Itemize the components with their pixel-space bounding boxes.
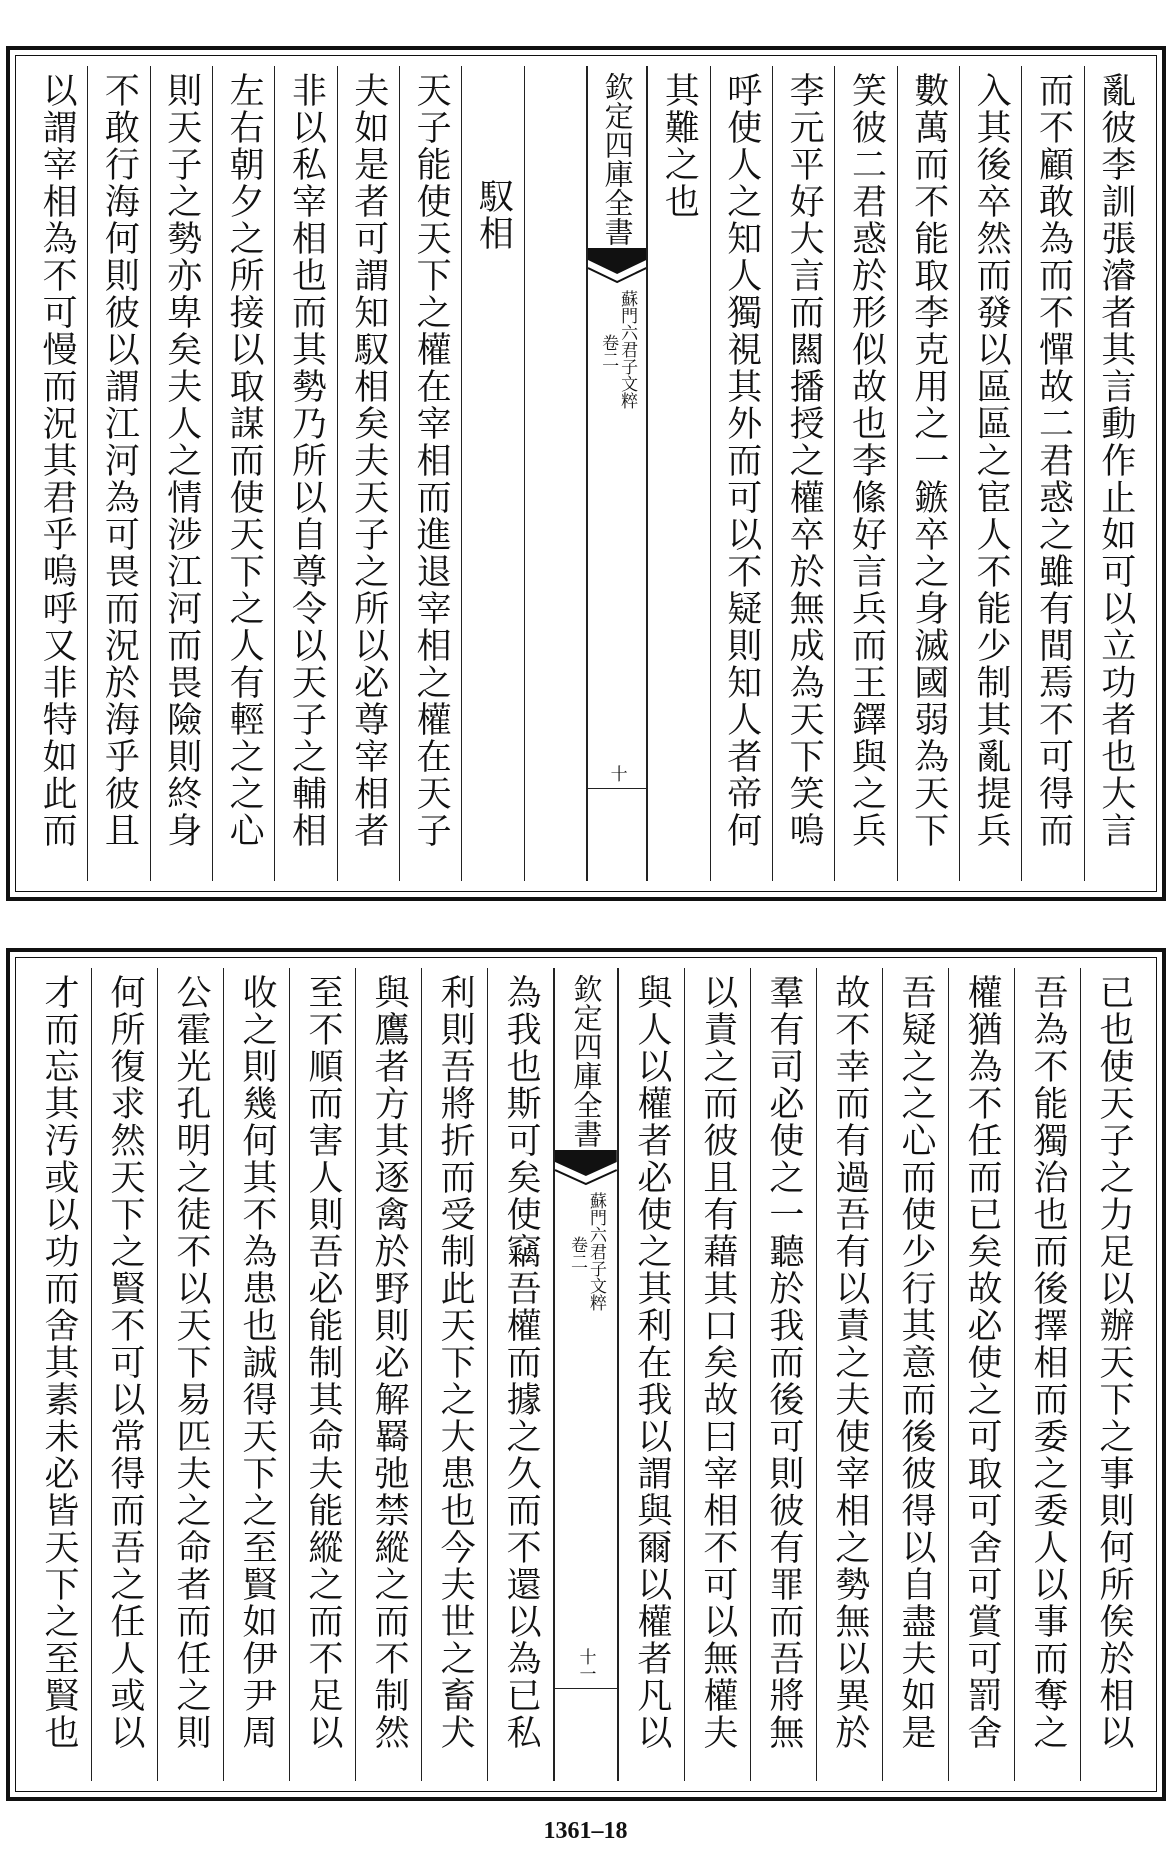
text-column [87,66,149,881]
juan-label: 卷二 [598,334,619,368]
bottom-page-panel [6,948,1166,1801]
text-column [897,66,959,881]
column-text: 呼使人之知人獨視其外而可以不疑則知人者帝何 [721,72,762,849]
text-column [91,968,157,1781]
text-column [1014,968,1080,1781]
text-column [882,968,948,1781]
column-text: 才而忘其汚或以功而舍其素未必皆天下之至賢也 [38,974,79,1751]
column-text: 利則吾將折而受制此天下之大患也今夫世之畜犬 [435,974,476,1751]
text-column [710,66,772,881]
text-column [150,66,212,881]
text-column [1084,66,1146,881]
section-heading [461,66,523,881]
column-text: 何所復求然天下之賢不可以常得而吾之任人或以 [105,974,145,1751]
collection-title: 蘇門六君子文粹 [617,290,638,409]
column-text: 其難之也 [659,72,700,220]
text-column [26,66,87,881]
column-text: 與鷹者方其逐禽於野則必解羇弛禁縱之而不制然 [369,974,410,1751]
column-text: 羣有司必使之一聽於我而後可則彼有罪而吾將無 [763,974,804,1751]
text-column [647,66,709,881]
text-column [816,968,882,1781]
column-text: 亂彼李訓張濬者其言動作止如可以立功者也大言 [1095,72,1136,849]
column-text: 與人以權者必使之其利在我以謂與爾以權者凡以 [631,974,672,1751]
text-column [959,66,1021,881]
center-fold [553,968,618,1781]
column-text: 權猶為不任而已矣故必使之可取可舍可賞可罰舍 [961,974,1002,1751]
column-text: 不敢行海何則彼以謂江河為可畏而況於海乎彼且 [99,72,140,849]
top-page-panel [6,46,1166,901]
folio-number: 十一 [575,1648,596,1682]
page-number: 1361–18 [543,1818,628,1844]
top-page-columns [26,66,1146,881]
column-text: 公霍光孔明之徒不以天下易匹夫之命者而任之則 [171,974,212,1751]
column-text: 夫如是者可謂知馭相矣夫天子之所以必尊宰相者 [348,72,389,849]
book-title: 欽定四庫全書 [600,72,635,246]
text-column [834,66,896,881]
text-column [337,66,399,881]
column-text: 故不幸而有過吾有以責之夫使宰相之勢無以異於 [829,974,870,1751]
text-column [421,968,487,1781]
text-column [274,66,336,881]
column-text: 李元平好大言而闗播授之權卒於無成為天下笑嗚 [784,72,825,849]
column-text: 已也使天子之力足以辦天下之事則何所俟於相以 [1093,974,1134,1751]
collection-title: 蘇門六君子文粹 [585,1192,606,1311]
bottom-page-columns [26,968,1146,1781]
text-column [212,66,274,881]
column-text: 收之則幾何其不為患也誠得天下之至賢如伊尹周 [237,974,278,1751]
column-text: 則天子之勢亦卑矣夫人之情涉江河而畏險則終身 [161,72,202,849]
column-text: 天子能使天下之權在宰相而進退宰相之權在天子 [411,72,452,849]
text-column [684,968,750,1781]
column-text: 吾疑之之心而使少行其意而後彼得以自盡夫如是 [895,974,936,1751]
text-column [750,968,816,1781]
column-text: 吾為不能獨治也而後擇相而委之委人以事而奪之 [1027,974,1068,1751]
text-column [618,968,684,1781]
text-column [355,968,421,1781]
text-column [772,66,834,881]
column-text: 非以私宰相也而其勢乃所以自尊令以天子之輔相 [286,72,327,849]
column-text: 以謂宰相為不可慢而況其君乎嗚呼又非特如此而 [37,72,78,849]
column-text: 左右朝夕之所接以取謀而使天下之人有輕之之心 [224,72,265,849]
text-column [289,968,355,1781]
book-title: 欽定四庫全書 [569,974,604,1148]
fishtail-mark [588,246,646,290]
column-text: 數萬而不能取李克用之一鏃卒之身滅國弱為天下 [908,72,949,849]
juan-label: 卷二 [566,1236,587,1270]
column-text: 為我也斯可矣使竊吾權而據之久而不還以為已私 [501,974,542,1751]
text-column [26,968,91,1781]
column-text: 入其後卒然而發以區區之宦人不能少制其亂提兵 [971,72,1012,849]
column-text: 以責之而彼且有藉其口矣故曰宰相不可以無權夫 [697,974,738,1751]
text-column [948,968,1014,1781]
column-text: 笑彼二君惑於形似故也李絛好言兵而王鐸與之兵 [846,72,887,849]
column-text: 至不順而害人則吾必能制其命夫能縱之而不足以 [303,974,344,1751]
column-text: 而不顧敢為而不憚故二君惑之雖有間焉不可得而 [1033,72,1074,849]
text-column [223,968,289,1781]
heading-text: 馭相 [473,178,514,252]
folio-rule [588,788,646,789]
text-column [399,66,461,881]
center-fold [586,66,647,881]
folio-rule [555,1688,617,1689]
text-column [1021,66,1083,881]
text-column [524,66,586,881]
text-column [157,968,223,1781]
fishtail-mark [555,1148,617,1192]
text-column [1080,968,1146,1781]
folio-number: 十 [606,765,627,782]
text-column [487,968,553,1781]
